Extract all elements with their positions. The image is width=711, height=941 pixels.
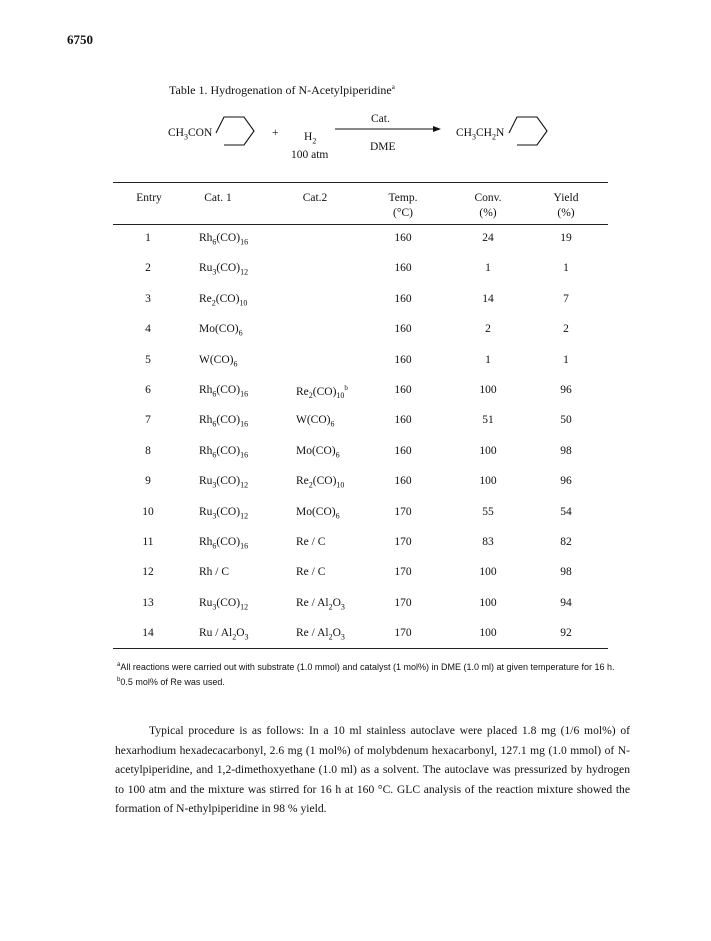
cell-cat2: Re / $Al_2O_3$	[296, 596, 345, 612]
cell-conv: 100	[479, 566, 497, 579]
cell-yield: 1	[563, 262, 569, 275]
cell-cat1: $Rh_6(CO)_{16}$	[199, 414, 249, 429]
cell-cat2: $W(CO)_6$	[296, 414, 335, 429]
cell-conv: 100	[479, 596, 497, 609]
table-header-rule	[113, 224, 608, 225]
cell-yield: 96	[560, 384, 572, 396]
table-row	[113, 445, 608, 465]
solvent-label: DME	[370, 141, 396, 153]
table-row	[113, 597, 608, 617]
cell-temp: 160	[394, 232, 412, 244]
cell-cat1: Ru / $Al_2O_3$	[199, 627, 249, 642]
cell-temp: 170	[394, 505, 412, 518]
product-formula: $CH_3CH_2N$	[456, 127, 505, 142]
cell-yield: 92	[560, 627, 572, 640]
cell-entry: 5	[145, 353, 151, 366]
cell-entry: 14	[142, 627, 154, 640]
cell-yield: 94	[560, 596, 572, 609]
cell-cat2: Re / C	[296, 566, 326, 579]
table-row	[113, 232, 608, 252]
plus-sign: +	[272, 127, 279, 139]
cell-conv: 55	[482, 505, 494, 518]
cell-conv: 100	[479, 444, 497, 457]
cell-yield: 82	[560, 536, 572, 548]
typical-procedure-paragraph: Typical procedure is as follows: In a 10 ml stainless autoclave were placed 1.8 mg (1/6 mol%) of hexarhodium hexadecacarbonyl, 2.6 mg (1 mol%) of molybdenum hexacarbonyl, 127.1 mg (1.0 mmol) of N-acetylpiperidine, and 1,2-dimethoxyethane (1.0 ml) as a solvent. The autoclave was pressurized by hydrogen to 100 atm and the mixture was stirred for 16 h at 160 °C. GLC analysis of the reaction mixture showed the formation of N-ethylpiperidine in 98 % yield.	[115, 724, 630, 815]
cell-yield: 98	[560, 444, 572, 457]
cell-yield: 54	[560, 505, 572, 518]
cell-conv: 1	[485, 262, 491, 275]
cell-entry: 3	[145, 292, 151, 305]
cell-yield: 50	[560, 414, 572, 427]
cell-temp: 160	[394, 353, 412, 366]
cell-entry: 8	[145, 444, 151, 457]
cell-entry: 12	[142, 566, 154, 579]
table-row	[113, 354, 608, 374]
piperidine-ring-product	[507, 107, 551, 149]
cell-cat1: $Re_2(CO)_{10}$	[199, 292, 248, 308]
cell-temp: 160	[394, 292, 412, 305]
cell-conv: 1	[485, 353, 491, 366]
cell-yield: 98	[560, 566, 572, 579]
cell-temp: 160	[394, 475, 412, 488]
cell-cat1: $W(CO)_6$	[199, 353, 238, 368]
cell-entry: 11	[142, 536, 154, 548]
cell-cat1: $Rh_6(CO)_{16}$	[199, 444, 249, 460]
cell-entry: 4	[145, 323, 151, 336]
cell-temp: 160	[394, 384, 412, 396]
cell-cat2: $Re_2(CO)_{10}$	[296, 475, 345, 490]
table-row	[113, 627, 608, 647]
table-row	[113, 414, 608, 434]
table-row	[113, 506, 608, 526]
table-row	[113, 384, 608, 404]
cell-temp: 170	[394, 566, 412, 579]
reactant-formula: $CH_3CON$	[168, 127, 213, 142]
cell-conv: 24	[482, 232, 494, 244]
pressure-label: 100 atm	[291, 149, 329, 161]
cell-temp: 170	[394, 596, 412, 609]
footnote-a: All reactions were carried out with substrate (1.0 mmol) and catalyst (1 mol%) in DME (1.0 ml) at given temperature for 16 h.	[120, 662, 615, 672]
cell-cat2: $Mo(CO)_6$	[296, 505, 340, 520]
cell-conv: 2	[485, 323, 491, 336]
table-row	[113, 536, 608, 556]
table-caption: Table 1. Hydrogenation of N-Acetylpiperidine$^a$	[169, 83, 395, 97]
header-conv: Conv. (%)	[474, 192, 502, 219]
cell-conv: 100	[479, 475, 497, 488]
cell-cat2: Re / $Al_2O_3$	[296, 627, 345, 642]
cell-cat1: $Rh_6(CO)_{16}$	[199, 536, 249, 551]
cell-entry: 7	[145, 414, 151, 427]
cell-conv: 83	[482, 536, 494, 548]
cell-cat1: $Ru_3(CO)_{12}$	[199, 596, 249, 612]
cell-conv: 100	[479, 627, 497, 640]
cell-temp: 160	[394, 262, 412, 275]
cell-temp: 170	[394, 627, 412, 640]
cell-cat1: $Rh_6(CO)_{16}$	[199, 384, 249, 399]
footnote-b: 0.5 mol% of Re was used.	[120, 677, 225, 687]
table-row	[113, 323, 608, 343]
reaction-arrow	[333, 124, 443, 134]
cell-cat1: $Mo(CO)_6$	[199, 323, 243, 338]
footnote-a-marker: a	[391, 83, 395, 91]
table-row	[113, 293, 608, 313]
cell-entry: 13	[142, 596, 154, 609]
cell-temp: 170	[394, 536, 412, 548]
cell-cat2: $Re_2(CO)_{10}^b$	[296, 384, 348, 401]
page-number: 6750	[67, 32, 93, 47]
cell-entry: 1	[145, 232, 151, 244]
cell-temp: 160	[394, 414, 412, 427]
cell-cat1: $Rh_6(CO)_{16}$	[199, 232, 249, 247]
cell-yield: 19	[560, 232, 572, 244]
cell-entry: 6	[145, 384, 151, 396]
cell-cat2: $Mo(CO)_6$	[296, 444, 340, 460]
cell-entry: 10	[142, 505, 154, 518]
cell-entry: 2	[145, 262, 151, 275]
cell-yield: 7	[563, 292, 569, 305]
table-row	[113, 262, 608, 282]
table-top-rule	[113, 182, 608, 183]
cell-temp: 160	[394, 323, 412, 336]
reaction-scheme	[0, 105, 711, 175]
header-cat2: Cat.2	[302, 192, 328, 204]
cell-yield: 96	[560, 475, 572, 488]
table-row	[113, 566, 608, 586]
hydrogen-reagent: $H_2$	[304, 131, 317, 146]
cell-conv: 14	[482, 292, 494, 305]
cell-conv: 51	[482, 414, 494, 427]
table-bottom-rule	[113, 648, 608, 649]
cell-cat1: $Ru_3(CO)_{12}$	[199, 262, 249, 277]
header-entry: Entry	[136, 192, 162, 204]
header-yield: Yield (%)	[553, 192, 579, 219]
piperidine-ring-reactant	[214, 107, 258, 149]
cell-cat1: Rh / C	[199, 566, 230, 579]
cell-entry: 9	[145, 475, 151, 488]
cell-cat1: $Ru_3(CO)_{12}$	[199, 475, 249, 490]
cell-cat2: Re / C	[296, 536, 326, 548]
table-footnotes: $^a$All reactions were carried out with substrate (1.0 mmol) and catalyst (1 mol%) in DME (1.0 ml) at given temperature for 16 h. $^b$0.5 mol% of Re was used.	[117, 662, 615, 687]
cell-conv: 100	[479, 384, 497, 396]
cell-yield: 2	[563, 323, 569, 336]
catalyst-label: Cat.	[371, 113, 390, 125]
cell-yield: 1	[563, 353, 569, 366]
cell-temp: 160	[394, 444, 412, 457]
header-cat1: Cat. 1	[204, 192, 232, 204]
cell-cat1: $Ru_3(CO)_{12}$	[199, 505, 249, 520]
table-row	[113, 475, 608, 495]
header-temp: Temp. (°C)	[388, 192, 418, 219]
